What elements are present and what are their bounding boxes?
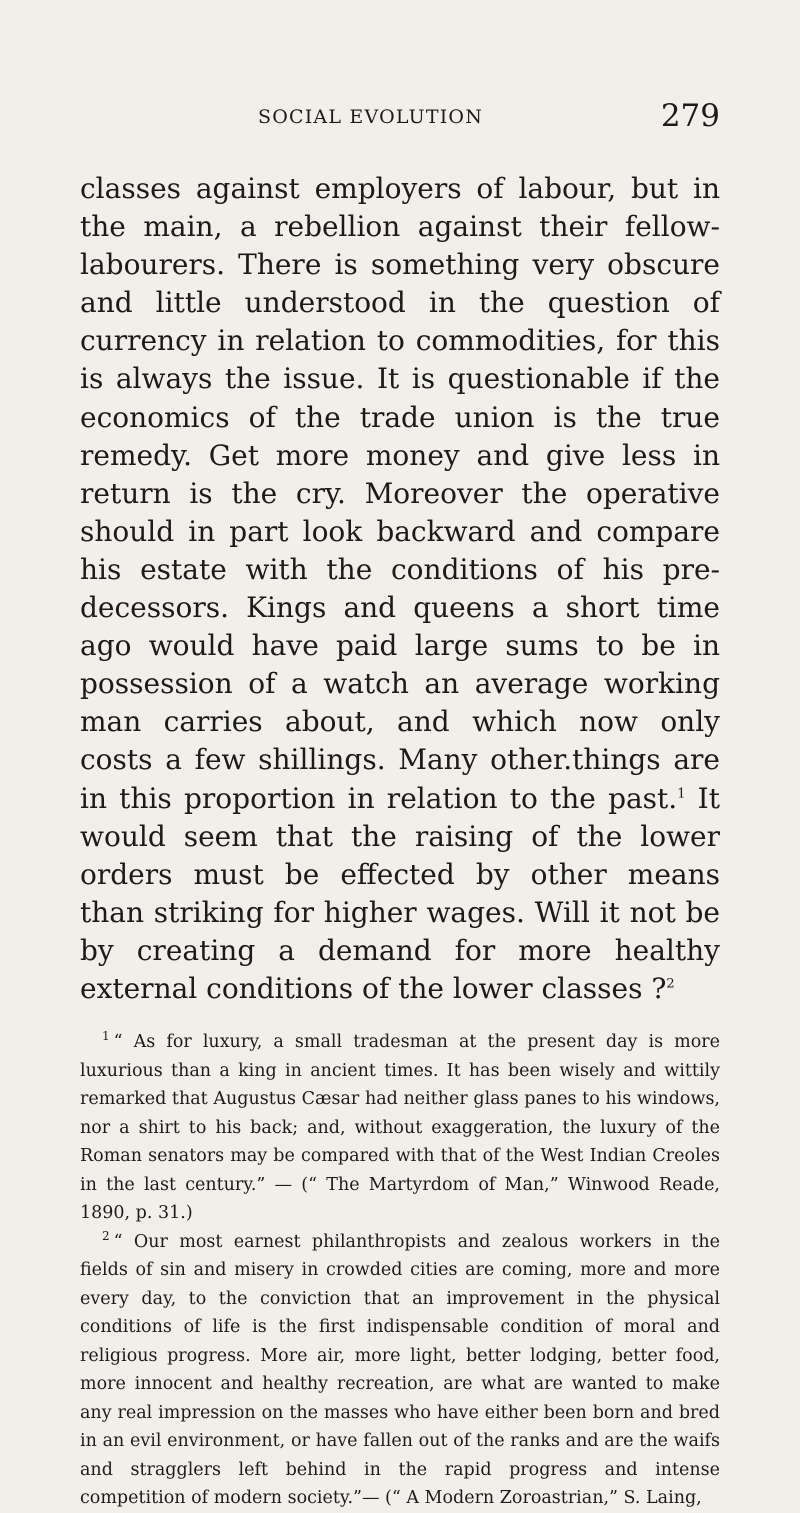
footnotes xyxy=(80,1028,720,1513)
page-number: 279 xyxy=(660,98,720,134)
footnote-marker: 2 xyxy=(102,1228,110,1243)
footnote-2 xyxy=(80,1228,720,1513)
body-text-part-2: It would seem that the raising of the lower orders must be effected by other means than striking for higher wages. Will it not be by creating a demand for more healthy external conditions of the lower classes ? xyxy=(80,781,720,1005)
main-paragraph xyxy=(80,170,720,1008)
running-title: SOCIAL EVOLUTION xyxy=(258,106,484,128)
footnote-1 xyxy=(80,1028,720,1228)
footnote-marker: 1 xyxy=(102,1029,110,1044)
book-page xyxy=(80,80,720,1513)
body-paragraph xyxy=(80,170,720,1008)
footnote-text: “ Our most earnest philanthropists and zealous workers in the fields of sin and misery in crowded cities are coming, more and more every day, to the conviction that an improvement in the physical conditions of life is the first indispensable condition of moral and religious progress. More air, more light, better lodging, better food, more innocent and healthy recreation, are what are wanted to make any real impression on the masses who have either been born and bred in an evil environment, or have fallen out of the ranks and are the waifs and stragglers left behind in the rapid progress and intense competition of modern society.”— (“ A Modern Zoroastrian,” S. Laing, xyxy=(80,1231,720,1509)
footnote-ref-1: 1 xyxy=(677,786,686,802)
footnote-text: “ As for luxury, a small tradesman at the present day is more luxurious than a king in ancient times. It has been wisely and wittily remarked that Augustus Cæsar had neither glass panes to his windows, nor a shirt to his back; and, without exaggeration, the luxury of the Roman senators may be compared with that of the West Indian Creoles in the last century.” — (“ The Martyrdom of Man,” Winwood Reade, 1890, p. 31.) xyxy=(80,1032,720,1224)
page-header xyxy=(80,80,720,134)
body-text-part-1: classes against employers of labour, but in the main, a rebellion against their fellow-labourers. There is something very obscure and little understood in the question of currency in relation to commodities, for this is always the issue. It is questionable if the economics of the trade union is the true remedy. Get more money and give less in return is the cry. Moreover the operative should in part look backward and compare his estate with the conditions of his pre-decessors. Kings and queens a short time ago would have paid large sums to be in possession of a watch an average working man carries about, and which now only costs a few shillings. Many other.things are in this proportion in relation to the past. xyxy=(80,172,720,815)
footnote-ref-2: 2 xyxy=(666,976,675,992)
